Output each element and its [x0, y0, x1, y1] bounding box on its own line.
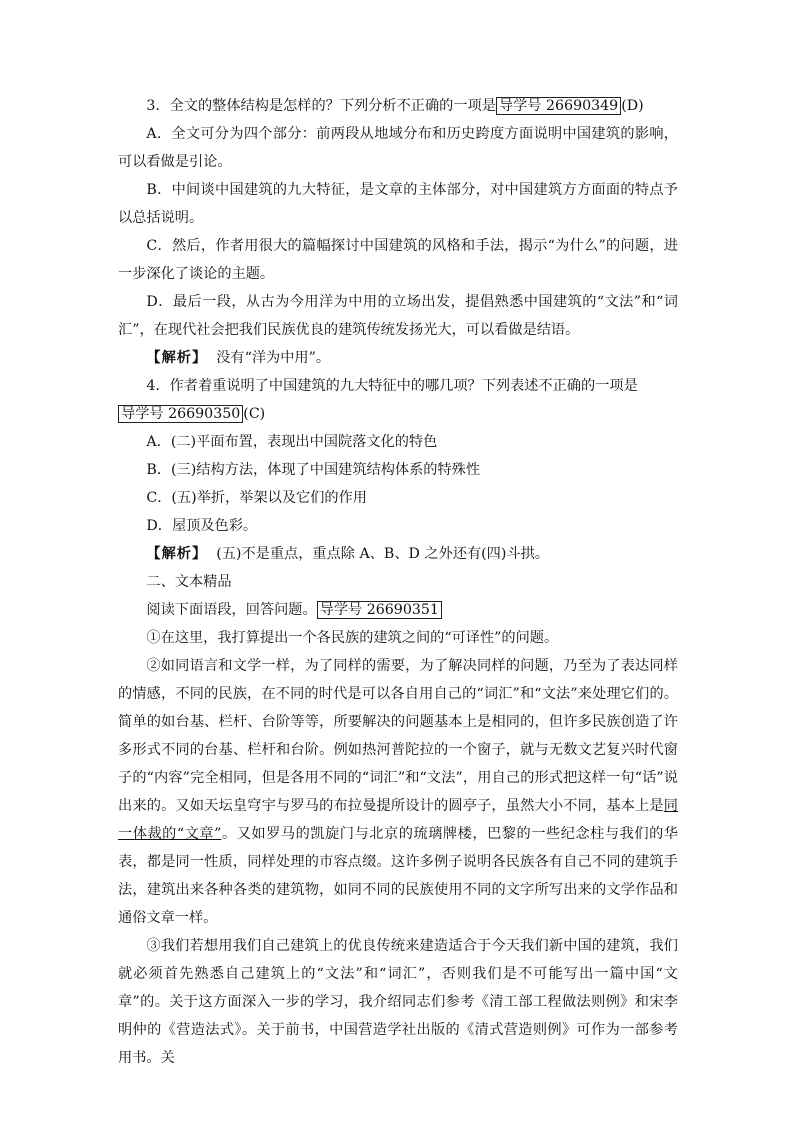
- section2-guide-number: 导学号 26690351: [317, 601, 442, 619]
- section2-heading: 二、文本精品: [146, 574, 232, 590]
- q3-answer: (D): [621, 98, 644, 114]
- q3-option-b: B．中间谈中国建筑的九大特征，是文章的主体部分，对中国建筑方方面面的特点予以总括说明。: [118, 182, 678, 226]
- q4-stem: [118, 372, 678, 400]
- q3-analysis: [118, 344, 678, 372]
- q3-stem: [118, 92, 678, 120]
- q3-stem-text: 3．全文的整体结构是怎样的？下列分析不正确的一项是: [146, 98, 496, 114]
- q4-answer: (C): [243, 406, 266, 422]
- q3-analysis-text: 没有“洋为中用”。: [216, 350, 331, 366]
- q3-option-a: A．全文可分为四个部分：前两段从地域分布和历史跨度方面说明中国建筑的影响，可以看做是引论。: [118, 126, 678, 170]
- q4-guide-line: [118, 400, 678, 428]
- q3-analysis-tag: 【解析】: [146, 350, 208, 366]
- passage-p2-text-b: 。又如罗马的凯旋门与北京的琉璃牌楼，巴黎的一些纪念柱与我们的华表，都是同一性质，同样处理的市容点缀。这许多例子说明各民族各有自己不同的建筑手法，建筑出来各种各类的建筑物，如同不同的民族使用不同的文字所写出来的文学作品和通俗文章一样。: [118, 826, 678, 926]
- q4-option-c: C．(五)举折，举架以及它们的作用: [146, 490, 367, 506]
- q4-guide-number: 导学号 26690350: [118, 405, 243, 423]
- q4-analysis: [118, 540, 678, 568]
- passage-paragraph-3: ③我们若想用我们自己建筑上的优良传统来建造适合于今天我们新中国的建筑，我们就必须首先熟悉自己建筑上的“文法”和“词汇”，否则我们是不可能写出一篇中国“文章”的。关于这方面深入一步的学习，我介绍同志们参考《清工部工程做法则例》和宋李明仲的《营造法式》。关于前书，中国营造学社出版的《清式营造则例》可作为一部参考用书。关: [118, 938, 678, 1066]
- q4-option-b: B．(三)结构方法，体现了中国建筑结构体系的特殊性: [146, 462, 481, 478]
- q4-analysis-tag: 【解析】: [146, 546, 208, 562]
- passage-p2-underlined: 同一体裁的“文章”: [118, 798, 678, 842]
- q3-option-d: D．最后一段，从古为今用洋为中用的立场出发，提倡熟悉中国建筑的“文法”和“词汇”，在现代社会把我们民族优良的建筑传统发扬光大，可以看做是结语。: [118, 294, 678, 338]
- section2-intro-text: 阅读下面语段，回答问题。: [146, 602, 317, 618]
- q3-option-c: C．然后，作者用很大的篇幅探讨中国建筑的风格和手法，揭示“为什么”的问题，进一步深化了谈论的主题。: [118, 238, 678, 282]
- passage-paragraph-1: ①在这里，我打算提出一个各民族的建筑之间的“可译性”的问题。: [146, 630, 559, 646]
- section2-intro: [118, 596, 678, 624]
- q3-guide-number: 导学号 26690349: [496, 97, 621, 115]
- q4-option-d: D．屋顶及色彩。: [146, 518, 258, 534]
- passage-p2-text-a: ②如同语言和文学一样，为了同样的需要，为了解决同样的问题，乃至为了表达同样的情感，不同的民族，在不同的时代是可以各自用自己的“词汇”和“文法”来处理它们的。简单的如台基、栏杆、台阶等等，所要解决的问题基本上是相同的，但许多民族创造了许多形式不同的台基、栏杆和台阶。例如热河普陀拉的一个窗子，就与无数文艺复兴时代窗子的“内容”完全相同，但是各用不同的“词汇”和“文法”，用自己的形式把这样一句“话”说出来的。又如天坛皇穹宇与罗马的布拉曼提所设计的圆亭子，虽然大小不同，基本上是: [118, 658, 678, 814]
- q4-stem-text: 4．作者着重说明了中国建筑的九大特征中的哪几项？下列表述不正确的一项是: [146, 378, 638, 394]
- passage-paragraph-2: [118, 652, 678, 932]
- q4-analysis-text: (五)不是重点，重点除 A、B、D 之外还有(四)斗拱。: [216, 546, 549, 562]
- document-page: [118, 92, 678, 1072]
- q4-option-a: A．(二)平面布置，表现出中国院落文化的特色: [146, 434, 438, 450]
